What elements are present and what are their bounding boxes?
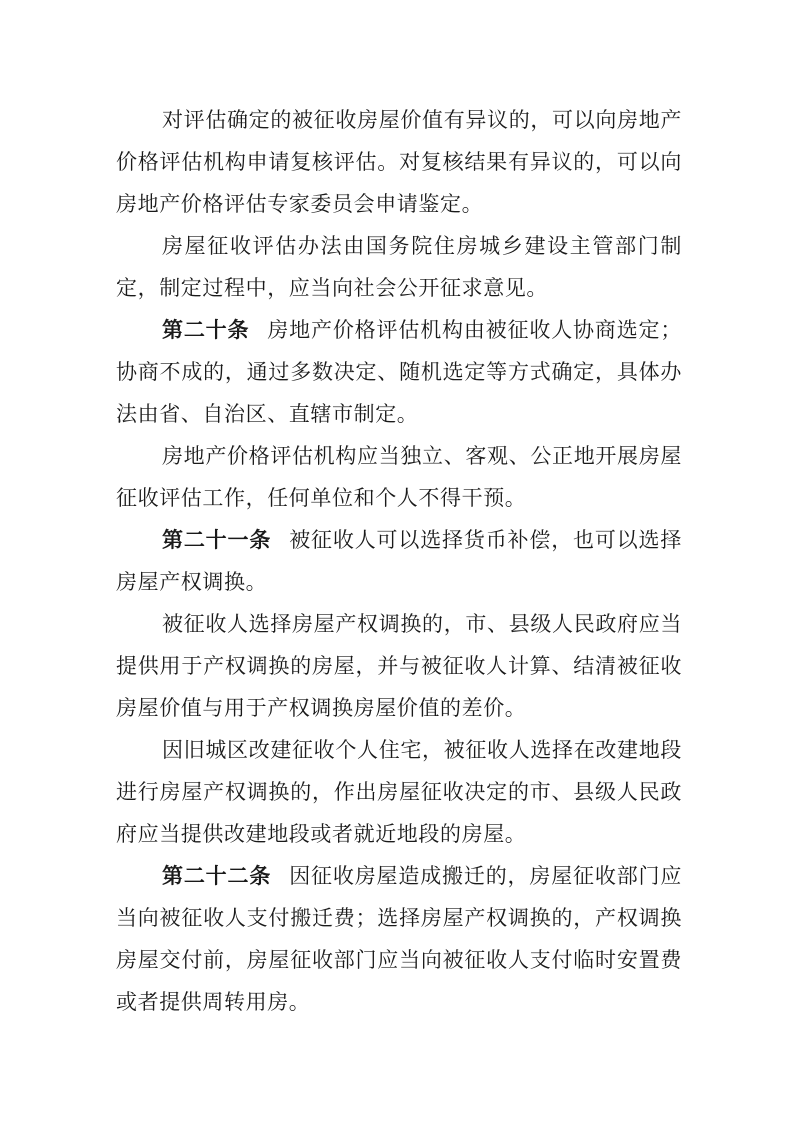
- paragraph-text: 被征收人选择房屋产权调换的，市、县级人民政府应当提供用于产权调换的房屋，并与被征收人计算、结清被征收房屋价值与用于产权调换房屋价值的差价。: [116, 612, 682, 720]
- paragraph-text: 被征收人可以选择货币补偿，也可以选择房屋产权调换。: [116, 528, 682, 594]
- paragraph-independent-appraisal: [116, 435, 682, 519]
- article-22-heading: 第二十二条: [162, 864, 272, 888]
- paragraph-text: 房地产价格评估机构应当独立、客观、公正地开展房屋征收评估工作，任何单位和个人不得干预。: [116, 444, 682, 510]
- paragraph-property-exchange: [116, 603, 682, 729]
- paragraph-review-appraisal: [116, 99, 682, 225]
- paragraph-text: 房屋征收评估办法由国务院住房城乡建设主管部门制定，制定过程中，应当向社会公开征求意见。: [116, 234, 682, 300]
- article-20-heading: 第二十条: [162, 318, 250, 342]
- article-21-heading: 第二十一条: [162, 528, 272, 552]
- article-20: [116, 309, 682, 435]
- paragraph-text: 因旧城区改建征收个人住宅，被征收人选择在改建地段进行房屋产权调换的，作出房屋征收决定的市、县级人民政府应当提供改建地段或者就近地段的房屋。: [116, 738, 682, 846]
- paragraph-text: 对评估确定的被征收房屋价值有异议的，可以向房地产价格评估机构申请复核评估。对复核结果有异议的，可以向房地产价格评估专家委员会申请鉴定。: [116, 108, 682, 216]
- paragraph-text: 因征收房屋造成搬迁的，房屋征收部门应当向被征收人支付搬迁费；选择房屋产权调换的，产权调换房屋交付前，房屋征收部门应当向被征收人支付临时安置费或者提供周转用房。: [116, 864, 682, 1014]
- article-21: [116, 519, 682, 603]
- paragraph-old-city-renovation: [116, 729, 682, 855]
- paragraph-appraisal-rules: [116, 225, 682, 309]
- paragraph-text: 房地产价格评估机构由被征收人协商选定；协商不成的，通过多数决定、随机选定等方式确定，具体办法由省、自治区、直辖市制定。: [116, 318, 682, 426]
- article-22: [116, 855, 682, 1023]
